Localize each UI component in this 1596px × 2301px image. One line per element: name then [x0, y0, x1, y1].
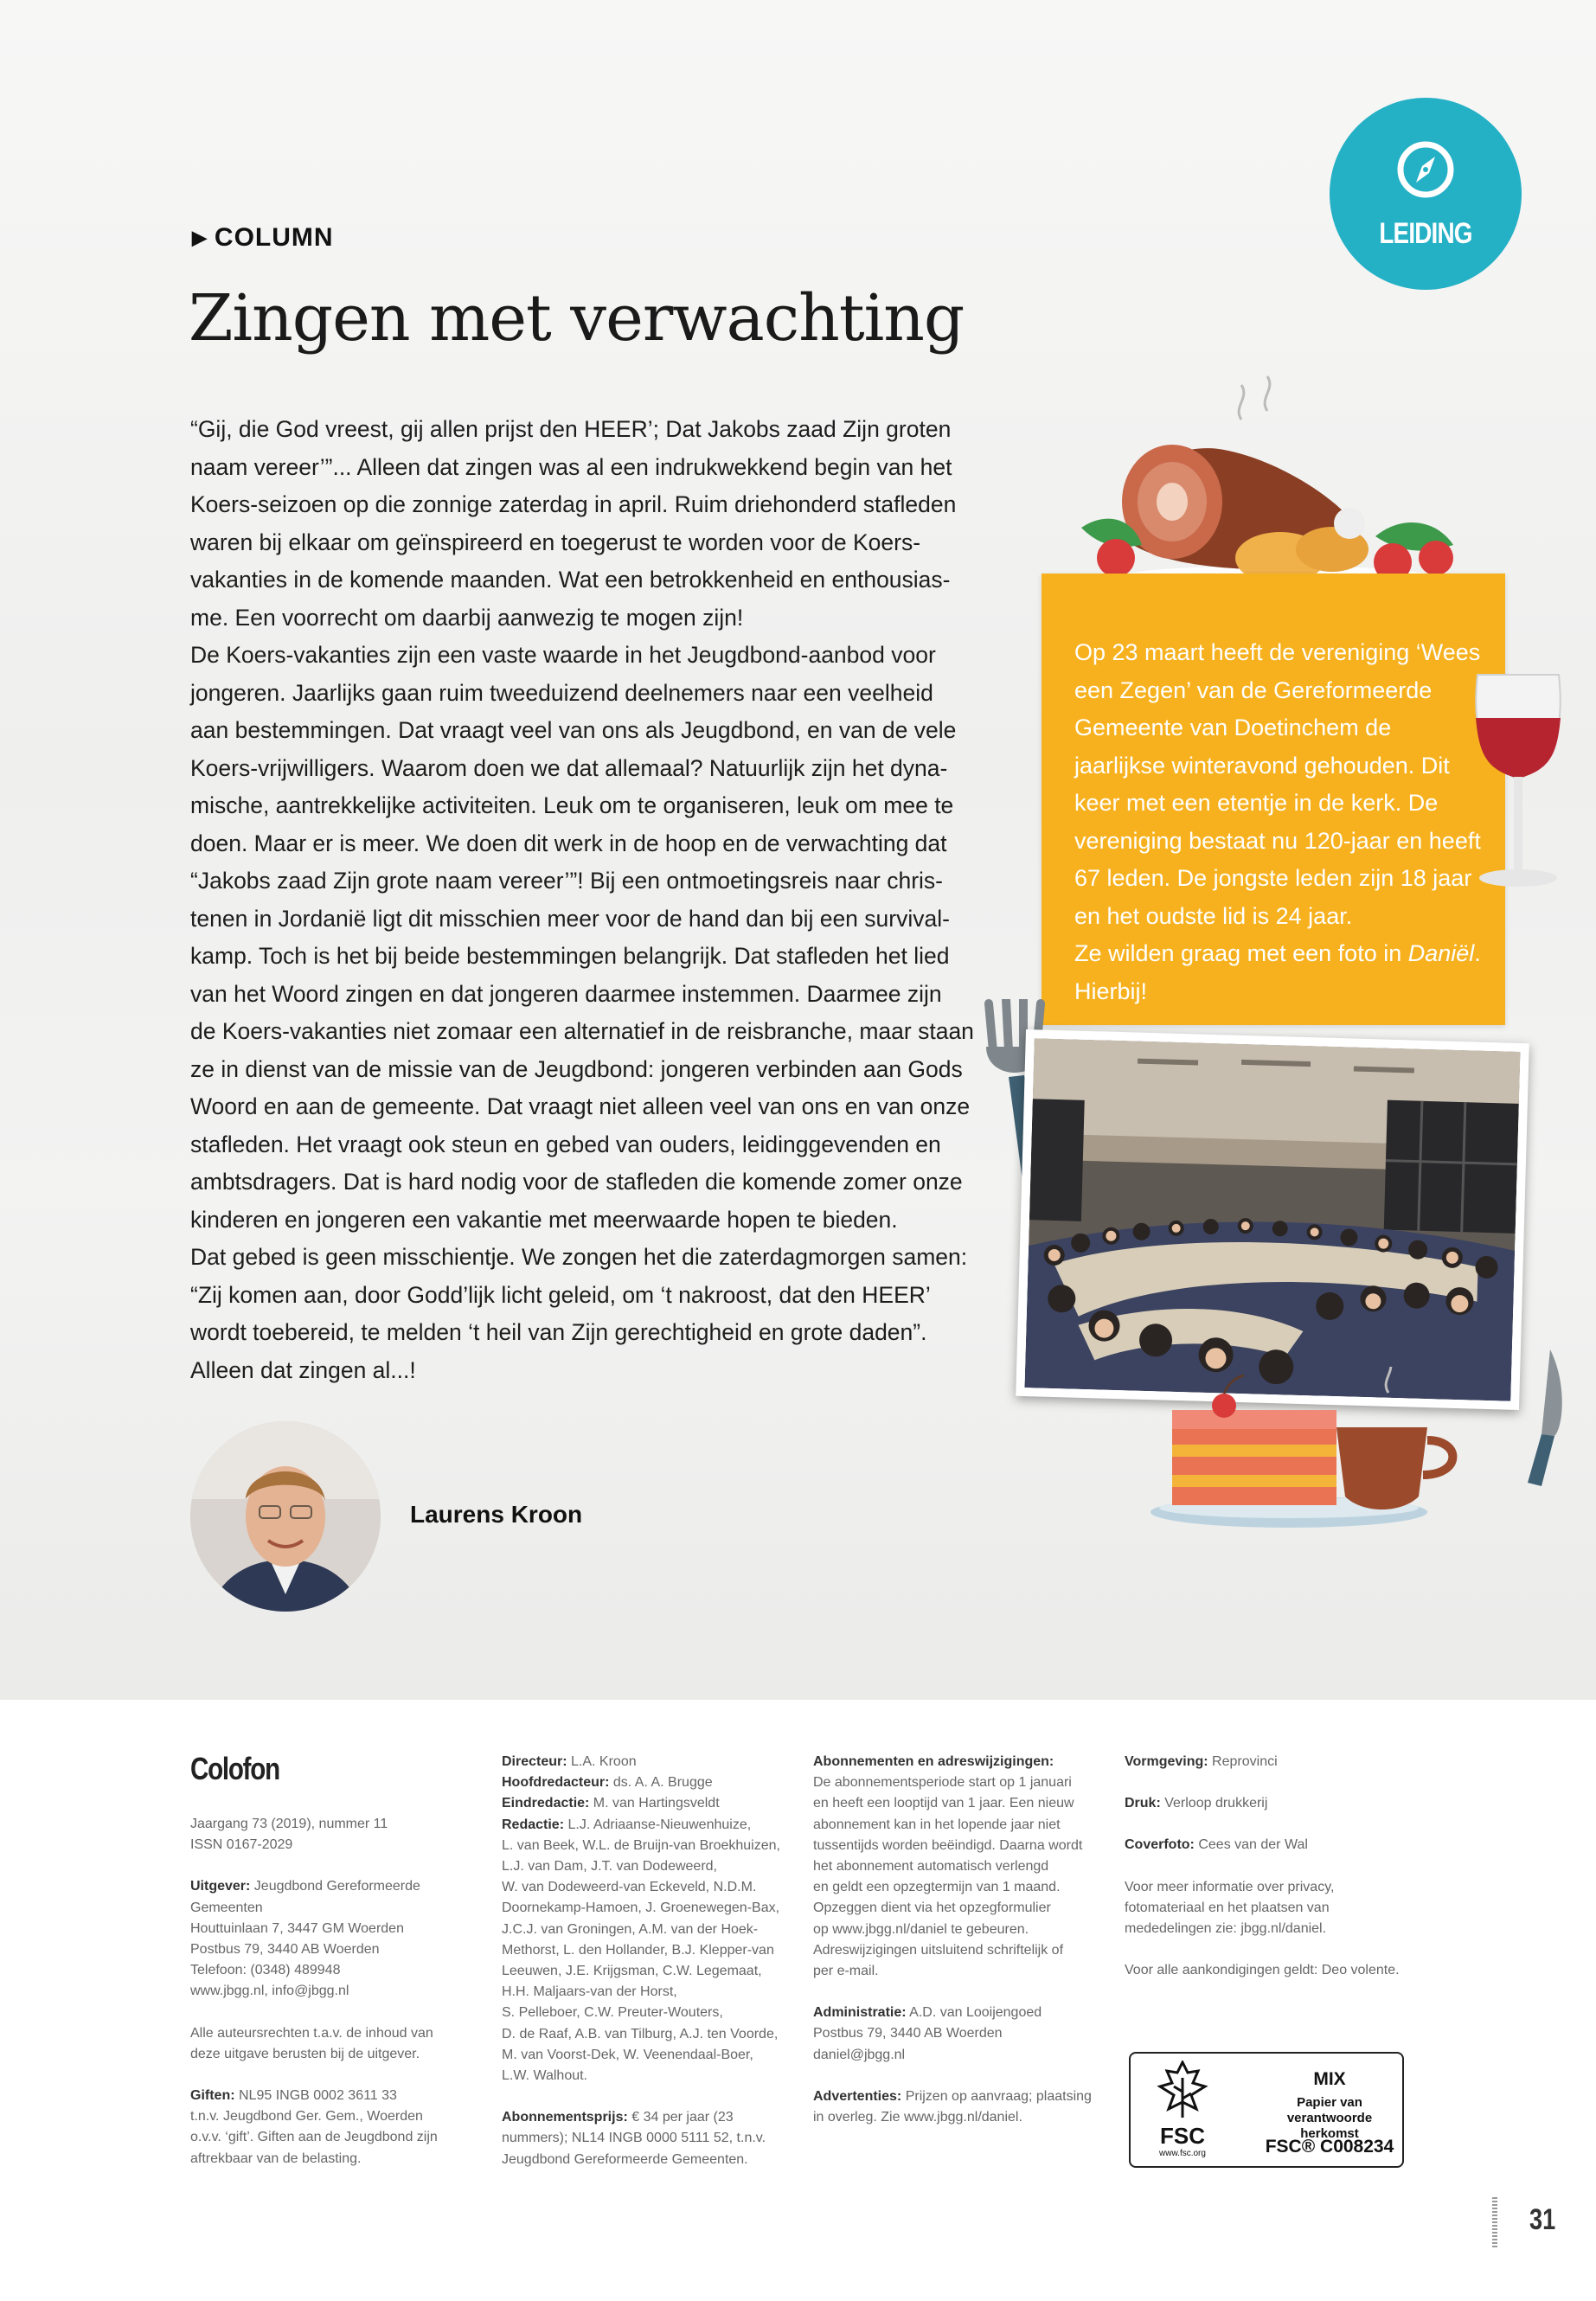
- colofon-line: Houttuinlaan 7, 3447 GM Woerden: [190, 1920, 404, 1936]
- body-line: Alleen dat zingen al...!: [190, 1356, 416, 1383]
- wine-glass-illustration: [1471, 670, 1566, 895]
- announcement-line: een Zegen’ van de Gereformeerde: [1074, 676, 1433, 703]
- fsc-url: www.fsc.org: [1159, 2149, 1206, 2158]
- colofon-line: [813, 2003, 1107, 2023]
- colofon-label: Abonnementsprijs:: [502, 2110, 628, 2125]
- body-line: Dat gebed is geen misschientje. We zongen het die zaterdagmorgen samen:: [190, 1244, 968, 1270]
- colofon-line: [813, 1752, 1107, 1772]
- colofon-label: Abonnementen en adreswijzigingen:: [813, 1754, 1054, 1769]
- announcement-line: Op 23 maart heeft de vereniging ‘Wees: [1074, 639, 1481, 665]
- colofon-line: www.jbgg.nl, info@jbgg.nl: [190, 1984, 349, 1999]
- body-line: doen. Maar er is meer. We doen dit werk in de hoop en de verwachting dat: [190, 830, 947, 856]
- colofon-value: L.J. Adriaanse-Nieuwenhuize,: [564, 1817, 752, 1832]
- colofon-spacer: [1125, 1772, 1419, 1793]
- page-number: 31: [1529, 2203, 1556, 2236]
- colofon-line: en geldt een opzegtermijn van 1 maand.: [813, 1880, 1061, 1895]
- fsc-mix: MIX: [1313, 2069, 1346, 2089]
- body-line: jongeren. Jaarlijks gaan ruim tweeduizend deelnemers naar een veelheid: [190, 679, 933, 706]
- colofon-line: [502, 1752, 796, 1772]
- colofon-line: deze uitgave berusten bij de uitgever.: [190, 2046, 420, 2061]
- colofon-line: abonnement kan in het lopende jaar niet: [813, 1817, 1061, 1832]
- colofon-label: Advertenties:: [813, 2088, 902, 2104]
- fsc-paper-line: Papier van: [1297, 2095, 1362, 2110]
- ham-plate-illustration: [1073, 372, 1471, 606]
- announcement-line: jaarlijkse winteravond gehouden. Dit: [1074, 752, 1450, 779]
- colofon-line: Voor alle aankondigingen geldt: Deo volente.: [1125, 1963, 1400, 1978]
- colofon-col-4: [1125, 1752, 1419, 1981]
- colofon-value: Verloop drukkerij: [1160, 1796, 1268, 1811]
- colofon-label: Druk:: [1125, 1796, 1161, 1811]
- magazine-name: Daniël: [1407, 940, 1475, 966]
- body-line: Koers-seizoen op die zonnige zaterdag in april. Ruim driehonderd stafleden: [190, 491, 957, 517]
- kicker-text: COLUMN: [214, 223, 334, 252]
- colofon-spacer: [190, 2003, 476, 2023]
- colofon-value: ds. A. A. Brugge: [609, 1775, 713, 1791]
- colofon-title: Colofon: [190, 1751, 279, 1786]
- colofon-line: o.v.v. ‘gift’. Giften aan de Jeugdbond zijn: [190, 2130, 438, 2145]
- section-badge: [1330, 98, 1522, 290]
- colofon-value: M. van Hartingsveldt: [589, 1796, 720, 1811]
- body-line: waren bij elkaar om geïnspireerd en toegerust te worden voor de Koers-: [190, 529, 921, 555]
- colofon-value: € 34 per jaar (23: [627, 2110, 734, 2125]
- colofon-line: Gemeenten: [190, 1900, 263, 1915]
- colofon-line: Jaargang 73 (2019), nummer 11: [190, 1817, 388, 1831]
- colofon-line: daniel@jbgg.nl: [813, 2047, 906, 2062]
- article-title: Zingen met verwachting: [189, 281, 965, 356]
- colofon-line: [1125, 1793, 1419, 1814]
- colofon-line: tussentijds worden beëindigd. Daarna wordt: [813, 1837, 1083, 1853]
- colofon-label: Uitgever:: [190, 1879, 251, 1894]
- body-line: kamp. Toch is het bij beide bestemmingen belangrijk. Dat stafleden het lied: [190, 943, 950, 969]
- fsc-tree-icon: [1155, 2061, 1210, 2121]
- colofon-label: Coverfoto:: [1125, 1837, 1195, 1853]
- colofon-label: Administratie:: [813, 2005, 907, 2021]
- body-line: kinderen en jongeren een vakantie met meerwaarde hopen te bieden.: [190, 1206, 898, 1233]
- cake-and-cup-illustration: [1142, 1367, 1488, 1531]
- colofon-label: Giften:: [190, 2088, 235, 2104]
- announcement-text: [1074, 634, 1490, 1010]
- author-name: Laurens Kroon: [410, 1501, 583, 1528]
- body-line: ambtsdragers. Dat is hard nodig voor de stafleden die komende zomer onze: [190, 1169, 963, 1195]
- colofon-line: aftrekbaar van de belasting.: [190, 2150, 362, 2166]
- colofon-spacer: [1125, 1856, 1419, 1877]
- announcement-line: 67 leden. De jongste leden zijn 18 jaar: [1074, 865, 1472, 891]
- colofon-line: L.J. van Dam, J.T. van Dodeweerd,: [502, 1859, 717, 1875]
- colofon-value: A.D. van Looijengoed: [906, 2005, 1042, 2021]
- kicker: [192, 223, 334, 253]
- colofon-value: Cees van der Wal: [1194, 1837, 1308, 1853]
- body-line: wordt toebereid, te melden ‘t heil van Zijn gerechtigheid en grote daden”.: [190, 1319, 927, 1345]
- colofon-value: Prijzen op aanvraag; plaatsing: [901, 2088, 1092, 2104]
- colofon-line: Doornekamp-Hamoen, J. Groenewegen-Bax,: [502, 1900, 780, 1916]
- colofon-line: en heeft een looptijd van 1 jaar. Een nieuw: [813, 1796, 1074, 1811]
- body-line: de Koers-vakanties niet zomaar een alternatief in de reisbranche, maar staan: [190, 1018, 974, 1044]
- colofon-label: Vormgeving:: [1125, 1754, 1208, 1769]
- article-body: [190, 411, 974, 1389]
- colofon-line: Opzeggen dient via het opzegformulier: [813, 1900, 1051, 1916]
- colofon-line: [1125, 1752, 1419, 1772]
- knife-illustration: [1516, 1349, 1567, 1488]
- colofon-line: Adreswijzigingen uitsluitend schriftelijk of: [813, 1942, 1064, 1958]
- announcement-text-part: Ze wilden graag met een foto in: [1074, 940, 1408, 966]
- body-line: van het Woord zingen en dat jongeren daarmee instemmen. Daarmee zijn: [190, 980, 942, 1007]
- body-line: aan bestemmingen. Dat vraagt veel van ons als Jeugdbond, en van de vele: [190, 717, 957, 743]
- body-line: “Gij, die God vreest, gij allen prijst den HEER’; Dat Jakobs zaad Zijn groten: [190, 416, 952, 442]
- body-line: De Koers-vakanties zijn een vaste waarde in het Jeugdbond-aanbod voor: [190, 642, 936, 668]
- colofon-line: fotomateriaal en het plaatsen van: [1125, 1900, 1330, 1915]
- colofon-spacer: [190, 1856, 476, 1876]
- colofon-line: per e-mail.: [813, 1964, 879, 1979]
- announcement-text-part: .: [1474, 940, 1481, 966]
- fsc-logo-text: FSC: [1160, 2123, 1205, 2149]
- colofon-line: nummers); NL14 INGB 0000 5111 52, t.n.v.: [502, 2131, 766, 2146]
- colofon-line: Telefoon: (0348) 489948: [190, 1963, 341, 1978]
- colofon-line: Alle auteursrechten t.a.v. de inhoud van: [190, 2025, 433, 2041]
- colofon-line: [813, 2086, 1107, 2107]
- fsc-label: [1129, 2052, 1404, 2168]
- colofon-line: Leeuwen, J.E. Krijgsman, C.W. Legemaat,: [502, 1964, 762, 1979]
- colofon-line: L. van Beek, W.L. de Bruijn-van Broekhuizen,: [502, 1837, 780, 1853]
- body-line: stafleden. Het vraagt ook steun en gebed van ouders, leidinggevenden en: [190, 1131, 941, 1157]
- compass-icon: [1394, 138, 1458, 202]
- colofon-col-3: [813, 1752, 1107, 2128]
- body-line: “Jakobs zaad Zijn grote naam vereer’”! Bij een ontmoetingsreis naar chris-: [190, 868, 943, 894]
- colofon-line: Jeugdbond Gereformeerde Gemeenten.: [502, 2151, 748, 2167]
- announcement-line: vereniging bestaat nu 120-jaar en heeft: [1074, 827, 1481, 854]
- colofon-line: W. van Dodeweerd-van Eckeveld, N.D.M.: [502, 1880, 757, 1895]
- colofon-line: mededelingen zie: jbgg.nl/daniel.: [1125, 1921, 1327, 1937]
- colofon-spacer: [813, 1982, 1107, 2003]
- colofon-line: [502, 1793, 796, 1814]
- colofon-line: S. Pelleboer, C.W. Preuter-Wouters,: [502, 2005, 723, 2021]
- colofon-line: ISSN 0167-2029: [190, 1837, 293, 1853]
- body-line: “Zij komen aan, door Godd’lijk licht geleid, om ‘t nakroost, dat den HEER’: [190, 1281, 931, 1308]
- colofon-value: L.A. Kroon: [567, 1754, 637, 1769]
- colofon-label: Directeur:: [502, 1754, 567, 1769]
- colofon-col-1: [190, 1752, 476, 2170]
- colofon-label: Eindredactie:: [502, 1796, 590, 1811]
- colofon-line: in overleg. Zie www.jbgg.nl/daniel.: [813, 2110, 1022, 2125]
- colofon-line: De abonnementsperiode start op 1 januari: [813, 1775, 1072, 1791]
- colofon-spacer: [190, 2065, 476, 2086]
- triangle-right-icon: ▶: [192, 227, 208, 248]
- colofon-line: D. de Raaf, A.B. van Tilburg, A.J. ten Voorde,: [502, 2026, 779, 2041]
- fsc-paper-text: [1260, 2095, 1399, 2142]
- colofon-line: [502, 1815, 796, 1836]
- colofon-line: M. van Voorst-Dek, W. Veenendaal-Boer,: [502, 2047, 753, 2062]
- announcement-line: [1074, 935, 1490, 973]
- colofon-line: op www.jbgg.nl/daniel te gebeuren.: [813, 1921, 1029, 1937]
- announcement-line: keer met een etentje in de kerk. De: [1074, 790, 1439, 816]
- colofon-line: [1125, 1835, 1419, 1856]
- colofon-label: Redactie:: [502, 1817, 565, 1832]
- section-label: LEIDING: [1379, 217, 1472, 250]
- group-photo: [1016, 1029, 1529, 1410]
- colofon-line: Postbus 79, 3440 AB Woerden: [190, 1942, 380, 1958]
- colofon-line: J.C.J. van Groningen, A.M. van der Hoek-: [502, 1921, 759, 1937]
- body-line: me. Een voorrecht om daarbij aanwezig te mogen zijn!: [190, 604, 744, 631]
- colofon-line: Postbus 79, 3440 AB Woerden: [813, 2026, 1003, 2041]
- colofon-spacer: [502, 2086, 796, 2107]
- colofon-line: [190, 2086, 476, 2106]
- fsc-paper-line: verantwoorde herkomst: [1286, 2111, 1373, 2141]
- colofon-line: t.n.v. Jeugdbond Ger. Gem., Woerden: [190, 2109, 423, 2125]
- fsc-code: FSC® C008234: [1265, 2137, 1394, 2157]
- colofon-value: Reprovinci: [1208, 1754, 1278, 1769]
- colofon-line: [190, 1876, 476, 1897]
- body-line: Woord en aan de gemeente. Dat vraagt niet alleen veel van ons en van onze: [190, 1093, 971, 1119]
- colofon-line: Methorst, L. den Hollander, B.J. Klepper-van: [502, 1942, 774, 1958]
- colofon-line: het abonnement automatisch verlengd: [813, 1859, 1049, 1875]
- colofon-value: NL95 INGB 0002 3611 33: [234, 2088, 397, 2104]
- colofon-value: Jeugdbond Gereformeerde: [250, 1879, 420, 1894]
- colofon-line: Voor meer informatie over privacy,: [1125, 1879, 1335, 1894]
- body-line: vakanties in de komende maanden. Wat een betrokkenheid en enthousias-: [190, 567, 951, 593]
- body-line: mische, aantrekkelijke activiteiten. Leuk om te organiseren, leuk om mee te: [190, 792, 954, 818]
- announcement-line: Hierbij!: [1074, 977, 1148, 1004]
- colofon-spacer: [813, 2066, 1107, 2086]
- colofon-line: L.W. Walhout.: [502, 2068, 587, 2084]
- colofon-line: [502, 1772, 796, 1793]
- body-line: Koers-vrijwilligers. Waarom doen we dat allemaal? Natuurlijk zijn het dyna-: [190, 754, 948, 781]
- colofon-spacer: [1125, 1814, 1419, 1835]
- announcement-line: Gemeente van Doetinchem de: [1074, 715, 1392, 740]
- colofon-line: H.H. Maljaars-van der Horst,: [502, 1984, 677, 2000]
- colofon-line: [502, 2107, 796, 2128]
- colofon-spacer: [1125, 1939, 1419, 1960]
- body-line: ze in dienst van de missie van de Jeugdbond: jongeren verbinden aan Gods: [190, 1055, 963, 1082]
- colofon-col-2: [502, 1752, 796, 2170]
- body-line: tenen in Jordanië ligt dit misschien meer voor de hand dan bij een survival-: [190, 905, 950, 932]
- body-line: naam vereer’”... Alleen dat zingen was al een indrukwekkend begin van het: [190, 453, 952, 480]
- colofon-label: Hoofdredacteur:: [502, 1775, 610, 1791]
- page-number-rule: [1492, 2197, 1497, 2249]
- announcement-line: en het oudste lid is 24 jaar.: [1074, 902, 1353, 929]
- author-photo: [190, 1421, 381, 1612]
